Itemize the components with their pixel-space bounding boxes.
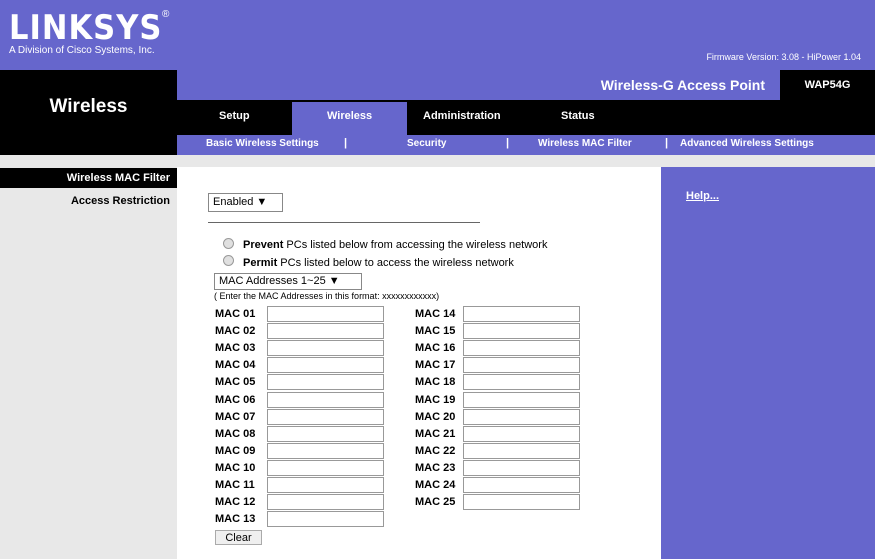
mac-address-input[interactable]	[267, 340, 384, 356]
mac-address-input[interactable]	[463, 426, 580, 442]
subtab-separator: |	[665, 137, 669, 149]
mac-label: MAC 20	[415, 411, 456, 423]
mac-label: MAC 21	[415, 428, 456, 440]
subtab-separator: |	[506, 137, 510, 149]
subtab-basic-wireless-settings[interactable]: Basic Wireless Settings	[206, 138, 319, 149]
mac-filter-enable-select[interactable]	[208, 193, 283, 212]
clear-button[interactable]: Clear	[215, 530, 262, 545]
product-bar	[177, 70, 875, 100]
tab-status[interactable]: Status	[561, 110, 595, 122]
mac-address-input[interactable]	[463, 357, 580, 373]
help-panel	[661, 167, 875, 559]
sidebar-item-access-restriction[interactable]: Access Restriction	[70, 195, 170, 207]
tab-wireless[interactable]: Wireless	[327, 110, 373, 122]
mac-label: MAC 25	[415, 496, 456, 508]
mac-address-input[interactable]	[463, 306, 580, 322]
mac-address-input[interactable]	[267, 306, 384, 322]
mac-label: MAC 12	[215, 496, 256, 508]
format-note: ( Enter the MAC Addresses in this format: xxxxxxxxxxxx)	[214, 291, 440, 301]
mac-label: MAC 10	[215, 462, 256, 474]
mac-filter-enable-value: Enabled ▼	[213, 196, 268, 208]
mac-label: MAC 02	[215, 325, 256, 337]
divider	[208, 222, 480, 223]
product-name: Wireless-G Access Point	[600, 77, 765, 93]
main-tab-bar	[177, 100, 875, 135]
mac-address-input[interactable]	[267, 374, 384, 390]
mac-address-input[interactable]	[463, 443, 580, 459]
mac-label: MAC 11	[215, 479, 255, 491]
mac-address-input[interactable]	[463, 477, 580, 493]
mac-address-input[interactable]	[267, 409, 384, 425]
prevent-keyword: Prevent	[243, 239, 284, 251]
mac-address-input[interactable]	[267, 494, 384, 510]
tab-administration[interactable]: Administration	[423, 110, 501, 122]
mac-address-input[interactable]	[463, 340, 580, 356]
mac-address-input[interactable]	[267, 426, 384, 442]
permit-label	[243, 257, 514, 269]
prevent-text: PCs listed below from accessing the wireless network	[283, 239, 548, 251]
mac-range-select[interactable]	[214, 273, 362, 290]
firmware-version: Firmware Version: 3.08 - HiPower 1.04	[706, 52, 861, 62]
mac-label: MAC 04	[215, 359, 256, 371]
mac-address-input[interactable]	[267, 323, 384, 339]
mac-label: MAC 05	[215, 376, 256, 388]
mac-address-input[interactable]	[267, 477, 384, 493]
mac-address-input[interactable]	[267, 443, 384, 459]
mac-label: MAC 09	[215, 445, 256, 457]
mac-label: MAC 01	[215, 308, 256, 320]
mac-label: MAC 18	[415, 376, 456, 388]
mac-address-input[interactable]	[267, 357, 384, 373]
subtab-advanced-wireless-settings[interactable]: Advanced Wireless Settings	[680, 138, 814, 149]
logo-subtitle: A Division of Cisco Systems, Inc.	[9, 45, 155, 56]
mac-label: MAC 15	[415, 325, 456, 337]
mac-label: MAC 24	[415, 479, 456, 491]
mac-address-input[interactable]	[267, 460, 384, 476]
mac-address-input[interactable]	[463, 374, 580, 390]
subtab-separator: |	[344, 137, 348, 149]
mac-address-input[interactable]	[463, 460, 580, 476]
permit-keyword: Permit	[243, 257, 278, 269]
linksys-logo: LINKSYS	[9, 8, 163, 48]
spacer-bar	[0, 155, 875, 167]
mac-label: MAC 06	[215, 394, 256, 406]
registered-mark: ®	[162, 9, 170, 20]
sidebar-item-wireless-mac-filter[interactable]: Wireless MAC Filter	[66, 172, 170, 184]
mac-address-input[interactable]	[463, 494, 580, 510]
mac-address-input[interactable]	[463, 409, 580, 425]
mac-label: MAC 16	[415, 342, 456, 354]
mac-label: MAC 13	[215, 513, 256, 525]
mac-range-value: MAC Addresses 1~25 ▼	[219, 275, 340, 287]
help-link[interactable]: Help...	[686, 190, 720, 202]
mac-label: MAC 08	[215, 428, 256, 440]
prevent-radio[interactable]	[223, 238, 234, 249]
subtab-wireless-mac-filter[interactable]: Wireless MAC Filter	[538, 138, 632, 149]
tab-setup[interactable]: Setup	[219, 110, 250, 122]
model-badge: WAP54G	[780, 70, 875, 100]
mac-label: MAC 17	[415, 359, 456, 371]
mac-label: MAC 22	[415, 445, 456, 457]
mac-label: MAC 14	[415, 308, 456, 320]
mac-address-input[interactable]	[463, 323, 580, 339]
permit-text: PCs listed below to access the wireless network	[277, 257, 514, 269]
permit-radio[interactable]	[223, 255, 234, 266]
mac-label: MAC 23	[415, 462, 456, 474]
section-title: Wireless	[49, 96, 128, 117]
mac-address-input[interactable]	[267, 392, 384, 408]
mac-address-input[interactable]	[463, 392, 580, 408]
mac-label: MAC 19	[415, 394, 456, 406]
mac-address-input[interactable]	[267, 511, 384, 527]
prevent-label	[243, 239, 547, 251]
subtab-security[interactable]: Security	[407, 138, 447, 149]
mac-label: MAC 03	[215, 342, 256, 354]
mac-label: MAC 07	[215, 411, 256, 423]
sidebar	[0, 167, 177, 559]
